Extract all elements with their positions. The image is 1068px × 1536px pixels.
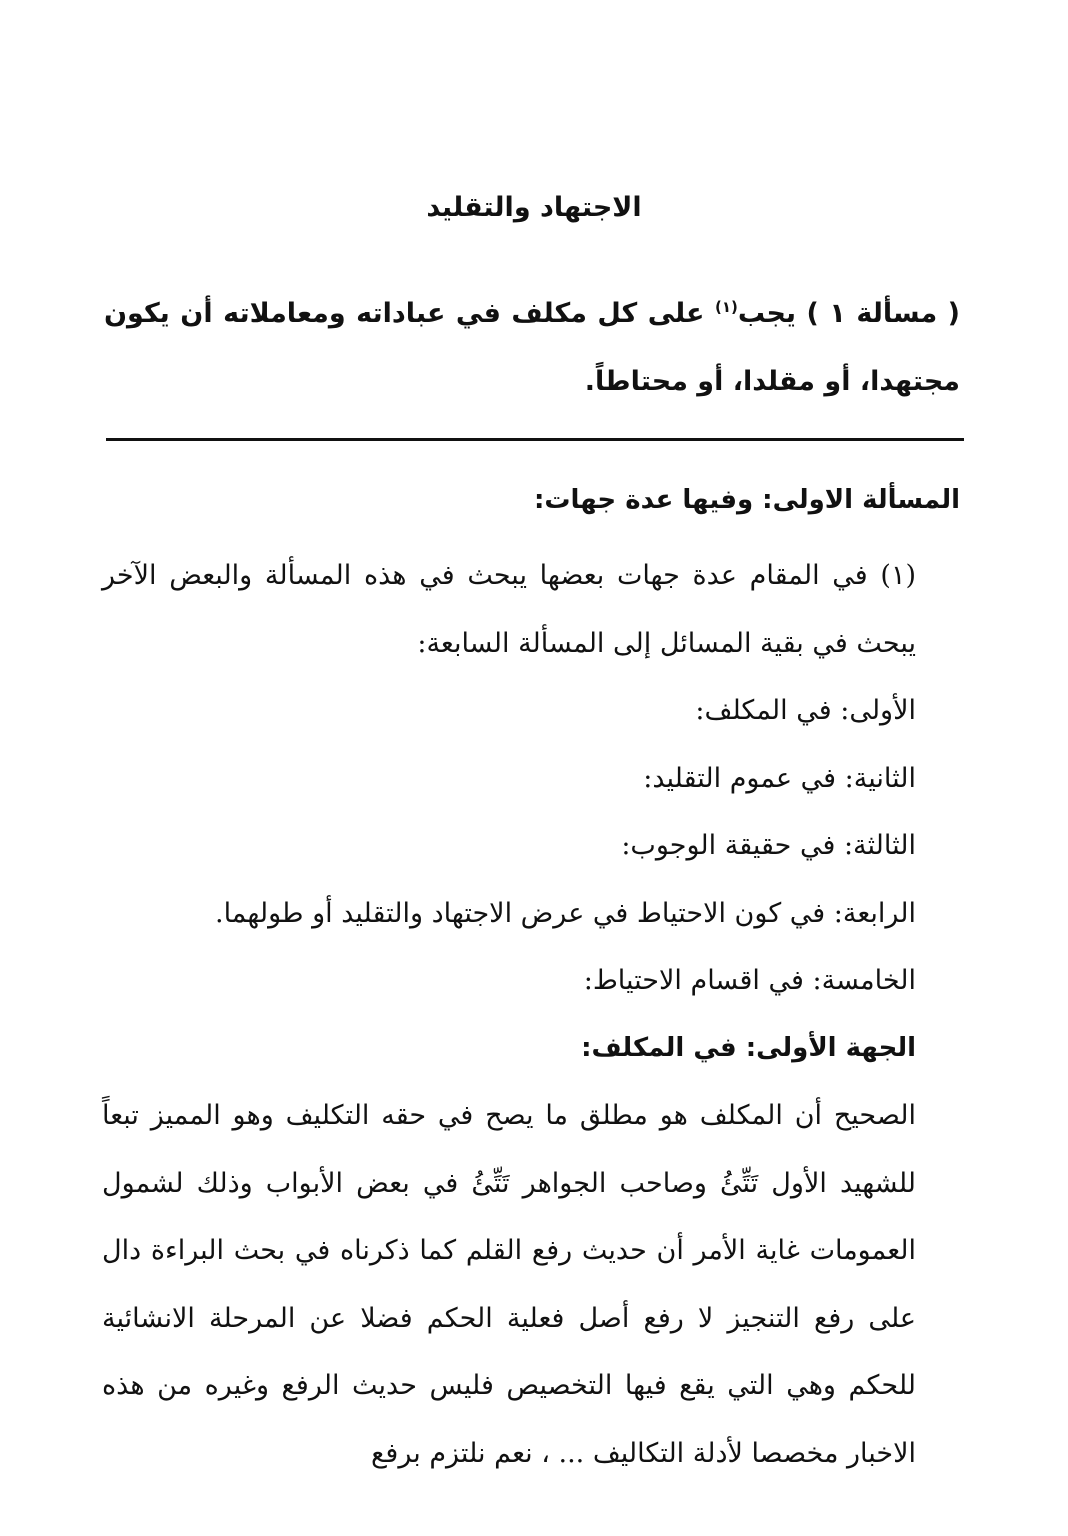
body-paragraph: الصحيح أن المكلف هو مطلق ما يصح في حقه التكليف وهو المميز تبعاً للشهيد الأول تَتِّئُ وصاحب الجواهر تَتِّئُ في بعض الأبواب وذلك لشمول العمومات غاية الأمر أن حديث رفع القلم كما ذكرناه في بحث البراءة دال على رفع التنجيز لا رفع أصل فعلية الحكم فضلا عن المرحلة الانشائية للحكم وهي التي يقع فيها التخصيص فليس حديث الرفع وغيره من هذه الاخبار مخصصا لأدلة التكاليف ... ، نعم نلتزم برفع xyxy=(102,1100,916,1469)
ruling-prefix: ( مسألة ١ ) يجب xyxy=(737,298,961,329)
ruling-text: على كل مكلف في عباداته ومعاملاته أن يكون مجتهدا، أو مقلدا، أو محتاطاً. xyxy=(104,298,960,397)
footnote-heading: المسألة الاولى: وفيها عدة جهات: xyxy=(533,485,960,515)
footnote-marker[interactable]: (١) xyxy=(715,298,738,316)
footnote-intro: (١) في المقام عدة جهات بعضها يبحث في هذه المسألة والبعض الآخر يبحث في بقية المسائل إلى المسألة السابعة: xyxy=(102,560,916,659)
section-heading: الجهة الأولى: في المكلف: xyxy=(581,1032,916,1063)
aspect-item: الثانية: في عموم التقليد: xyxy=(643,762,916,794)
aspect-item: الخامسة: في اقسام الاحتياط: xyxy=(583,965,916,996)
aspect-item: الثالثة: في حقيقة الوجوب: xyxy=(621,830,916,861)
footnote-divider xyxy=(106,438,964,441)
footnote-body xyxy=(102,542,960,1487)
aspect-item: الأولى: في المكلف: xyxy=(695,695,916,726)
aspect-item: الرابعة: في كون الاحتياط في عرض الاجتهاد والتقليد أو طولهما. xyxy=(215,897,916,929)
main-ruling xyxy=(104,280,960,416)
chapter-title: الاجتهاد والتقليد xyxy=(426,192,642,223)
